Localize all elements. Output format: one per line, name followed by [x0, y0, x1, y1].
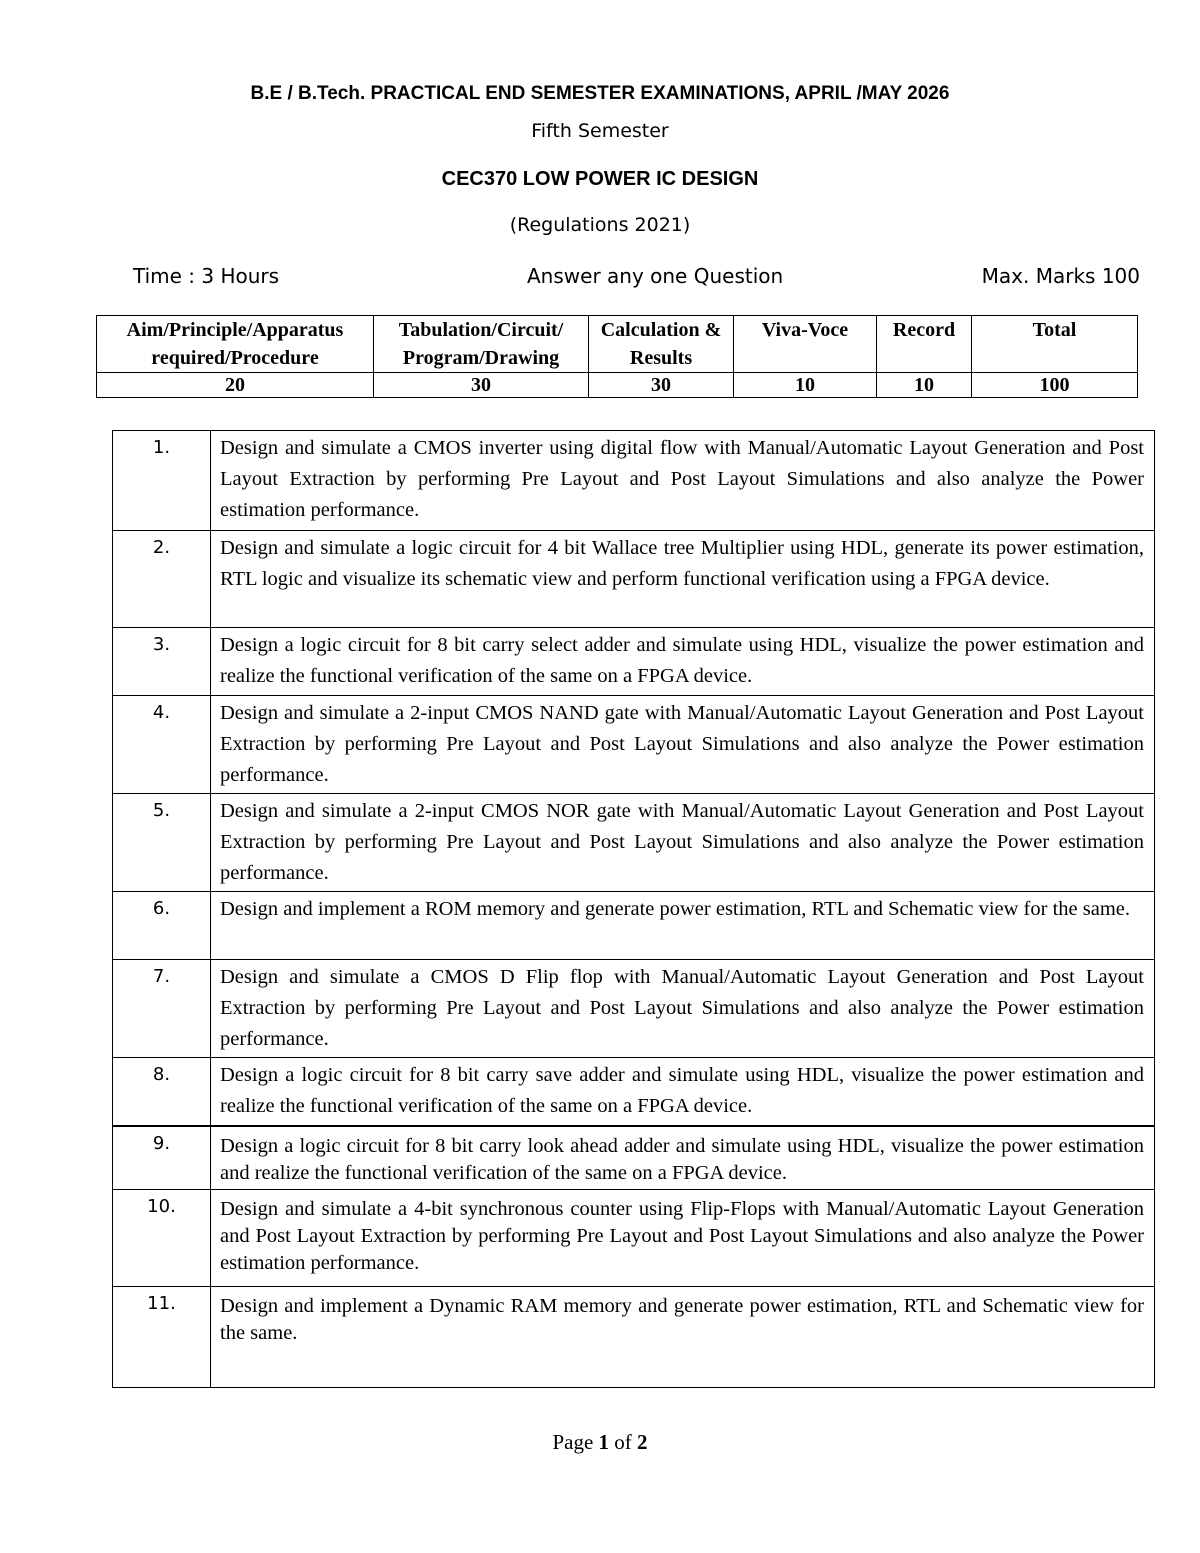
question-number: 4.: [113, 696, 211, 794]
marks-value-row: [97, 373, 1138, 398]
max-marks-label: Max. Marks 100: [981, 264, 1140, 288]
question-number: 9.: [113, 1126, 211, 1190]
marks-value-cell: 100: [972, 373, 1138, 398]
question-row: [113, 431, 1155, 531]
question-text: Design and simulate a CMOS D Flip flop with Manual/Automatic Layout Generation and Post Layout Extraction by performing Pre Layout and Post Layout Simulations and also analyze the Power estimation performance.: [211, 960, 1155, 1058]
marks-header-cell: Record: [877, 316, 972, 373]
marks-value-cell: 10: [877, 373, 972, 398]
marks-value-cell: 30: [589, 373, 734, 398]
marks-header-cell: Tabulation/Circuit/ Program/Drawing: [374, 316, 589, 373]
marks-header-cell: Total: [972, 316, 1138, 373]
question-text: Design and implement a Dynamic RAM memory and generate power estimation, RTL and Schematic view for the same.: [211, 1287, 1155, 1388]
marks-header-cell: Aim/Principle/Apparatus required/Procedure: [97, 316, 374, 373]
page-current: 1: [598, 1430, 610, 1454]
question-text: Design a logic circuit for 8 bit carry look ahead adder and simulate using HDL, visualize the power estimation and realize the functional verification of the same on a FPGA device.: [211, 1126, 1155, 1190]
question-text: Design a logic circuit for 8 bit carry save adder and simulate using HDL, visualize the power estimation and realize the functional verification of the same on a FPGA device.: [211, 1058, 1155, 1126]
question-number: 1.: [113, 431, 211, 531]
question-number: 5.: [113, 794, 211, 892]
question-text: Design and simulate a 4-bit synchronous counter using Flip-Flops with Manual/Automatic Layout Generation and Post Layout Extraction by performing Pre Layout and Post Layout Simulations and also analyze the Power estimation performance.: [211, 1190, 1155, 1287]
question-text: Design a logic circuit for 8 bit carry select adder and simulate using HDL, visualize the power estimation and realize the functional verification of the same on a FPGA device.: [211, 628, 1155, 696]
page-number: [0, 1430, 1200, 1455]
marks-header-row: [97, 316, 1138, 373]
marks-header-cell: Viva-Voce: [734, 316, 877, 373]
question-number: 6.: [113, 892, 211, 960]
question-row: [113, 892, 1155, 960]
regulations-label: (Regulations 2021): [509, 214, 691, 236]
question-number: 7.: [113, 960, 211, 1058]
marks-distribution-table: [96, 315, 1138, 398]
time-label: Time : 3 Hours: [133, 264, 280, 288]
marks-header-cell: Calculation & Results: [589, 316, 734, 373]
question-number: 2.: [113, 531, 211, 628]
question-row: [113, 696, 1155, 794]
question-row: [113, 628, 1155, 696]
question-text: Design and simulate a logic circuit for 4 bit Wallace tree Multiplier using HDL, generate its power estimation, RTL logic and visualize its schematic view and perform functional verification using a FPGA device.: [211, 531, 1155, 628]
question-number: 10.: [113, 1190, 211, 1287]
question-number: 11.: [113, 1287, 211, 1388]
marks-value-cell: 10: [734, 373, 877, 398]
course-title: CEC370 LOW POWER IC DESIGN: [441, 168, 759, 190]
question-row: [113, 1126, 1155, 1190]
question-text: Design and simulate a 2-input CMOS NOR gate with Manual/Automatic Layout Generation and Post Layout Extraction by performing Pre Layout and Post Layout Simulations and also analyze the Power estimation performance.: [211, 794, 1155, 892]
question-text: Design and implement a ROM memory and generate power estimation, RTL and Schematic view for the same.: [211, 892, 1155, 960]
question-number: 8.: [113, 1058, 211, 1126]
page-of: of: [614, 1430, 632, 1454]
question-row: [113, 531, 1155, 628]
question-row: [113, 960, 1155, 1058]
marks-value-cell: 30: [374, 373, 589, 398]
question-number: 3.: [113, 628, 211, 696]
page-total: 2: [637, 1430, 648, 1454]
exam-title: B.E / B.Tech. PRACTICAL END SEMESTER EXAMINATIONS, APRIL /MAY 2026: [250, 83, 950, 104]
question-row: [113, 1287, 1155, 1388]
instruction-label: Answer any one Question: [527, 264, 784, 288]
marks-value-cell: 20: [97, 373, 374, 398]
question-row: [113, 1190, 1155, 1287]
question-text: Design and simulate a 2-input CMOS NAND gate with Manual/Automatic Layout Generation and Post Layout Extraction by performing Pre Layout and Post Layout Simulations and also analyze the Power estimation performance.: [211, 696, 1155, 794]
question-text: Design and simulate a CMOS inverter using digital flow with Manual/Automatic Layout Generation and Post Layout Extraction by performing Pre Layout and Post Layout Simulations and also analyze the Power estimation performance.: [211, 431, 1155, 531]
page-word: Page: [552, 1430, 594, 1454]
question-row: [113, 794, 1155, 892]
questions-table: [112, 430, 1155, 1388]
semester-label: Fifth Semester: [531, 120, 669, 142]
question-row: [113, 1058, 1155, 1126]
